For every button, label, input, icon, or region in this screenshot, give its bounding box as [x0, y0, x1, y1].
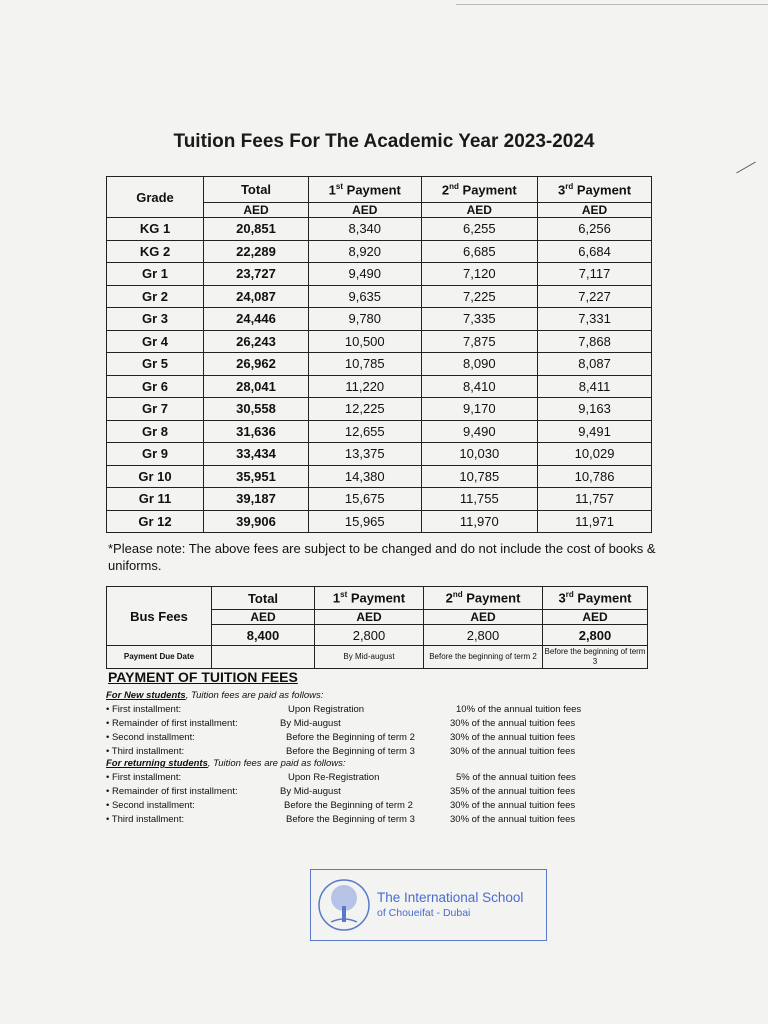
fees-body	[107, 218, 652, 533]
payment-3-cell: 11,971	[538, 510, 652, 533]
payment-2-cell: 8,090	[421, 353, 538, 376]
installment-amount: 10% of the annual tuition fees	[456, 703, 582, 715]
installment-amount: 30% of the annual tuition fees	[450, 745, 576, 757]
grade-cell: Gr 4	[107, 330, 204, 353]
list-item	[106, 703, 606, 717]
total-cell: 35,951	[204, 465, 309, 488]
payment-3-cell: 9,491	[538, 420, 652, 443]
bus-total: 8,400	[212, 625, 315, 646]
installment-name: • Third installment:	[106, 745, 185, 757]
unit-total: AED	[204, 203, 309, 218]
table-row	[107, 465, 652, 488]
installment-when: By Mid-august	[280, 717, 341, 729]
header-total: Total	[204, 177, 309, 203]
returning-students-intro	[106, 757, 606, 771]
bus-header-total: Total	[212, 587, 315, 610]
payment-3-cell: 8,411	[538, 375, 652, 398]
new-students-plan	[106, 689, 606, 759]
bus-unit-payment-3: AED	[543, 610, 648, 625]
installment-amount: 30% of the annual tuition fees	[450, 717, 576, 729]
bus-header-payment-3: 3rd Payment	[543, 587, 648, 610]
unit-payment-1: AED	[309, 203, 422, 218]
payment-1-cell: 13,375	[309, 443, 422, 466]
payment-1-cell: 9,490	[309, 263, 422, 286]
list-item	[106, 813, 606, 827]
bus-header-payment-2: 2nd Payment	[424, 587, 543, 610]
installment-when: By Mid-august	[280, 785, 341, 797]
tuition-fees-table	[106, 176, 652, 533]
total-cell: 23,727	[204, 263, 309, 286]
total-cell: 39,906	[204, 510, 309, 533]
payment-2-cell: 7,120	[421, 263, 538, 286]
stamp-location: of Choueifat - Dubai	[377, 907, 471, 919]
list-item	[106, 785, 606, 799]
total-cell: 31,636	[204, 420, 309, 443]
header-payment-3: 3rd Payment	[538, 177, 652, 203]
installment-name: • Remainder of first installment:	[106, 785, 238, 797]
payment-1-cell: 14,380	[309, 465, 422, 488]
grade-cell: Gr 7	[107, 398, 204, 421]
payment-2-cell: 11,970	[421, 510, 538, 533]
payment-2-cell: 6,685	[421, 240, 538, 263]
payment-2-cell: 6,255	[421, 218, 538, 241]
table-row	[107, 330, 652, 353]
total-cell: 28,041	[204, 375, 309, 398]
total-cell: 20,851	[204, 218, 309, 241]
bus-unit-payment-2: AED	[424, 610, 543, 625]
payment-1-cell: 12,655	[309, 420, 422, 443]
payment-1-cell: 15,965	[309, 510, 422, 533]
payment-3-cell: 6,684	[538, 240, 652, 263]
installment-when: Before the Beginning of term 3	[286, 813, 415, 825]
stamp-school-name: The International School	[377, 890, 524, 905]
bus-payment-1: 2,800	[315, 625, 424, 646]
list-item	[106, 717, 606, 731]
payment-2-cell: 8,410	[421, 375, 538, 398]
bus-fees-label: Bus Fees	[107, 587, 212, 646]
installment-when: Before the Beginning of term 3	[286, 745, 415, 757]
payment-2-cell: 7,875	[421, 330, 538, 353]
table-row	[107, 443, 652, 466]
payment-2-cell: 9,170	[421, 398, 538, 421]
installment-when: Upon Registration	[288, 703, 365, 715]
grade-cell: Gr 2	[107, 285, 204, 308]
installment-amount: 35% of the annual tuition fees	[450, 785, 576, 797]
installment-name: • First installment:	[106, 703, 182, 715]
header-payment-2: 2nd Payment	[421, 177, 538, 203]
total-cell: 26,243	[204, 330, 309, 353]
list-item	[106, 731, 606, 745]
payment-1-cell: 12,225	[309, 398, 422, 421]
bus-due-payment-1: By Mid-august	[315, 646, 424, 669]
table-row	[107, 375, 652, 398]
bus-due-payment-2: Before the beginning of term 2	[424, 646, 543, 669]
grade-cell: Gr 8	[107, 420, 204, 443]
payment-1-cell: 11,220	[309, 375, 422, 398]
bus-header-payment-1: 1st Payment	[315, 587, 424, 610]
payment-3-cell: 7,227	[538, 285, 652, 308]
installment-name: • Second installment:	[106, 799, 195, 811]
list-item	[106, 771, 606, 785]
payment-2-cell: 9,490	[421, 420, 538, 443]
total-cell: 33,434	[204, 443, 309, 466]
installment-amount: 30% of the annual tuition fees	[450, 813, 576, 825]
payment-2-cell: 11,755	[421, 488, 538, 511]
payment-2-cell: 10,030	[421, 443, 538, 466]
grade-cell: Gr 6	[107, 375, 204, 398]
returning-students-plan	[106, 757, 606, 827]
new-students-intro	[106, 689, 606, 703]
grade-cell: KG 1	[107, 218, 204, 241]
fees-note: *Please note: The above fees are subject to be changed and do not include the cost of books & uniforms.	[108, 541, 656, 573]
pen-mark	[736, 162, 756, 174]
page-title: Tuition Fees For The Academic Year 2023-2024	[173, 131, 595, 152]
installment-name: • First installment:	[106, 771, 182, 783]
payment-3-cell: 9,163	[538, 398, 652, 421]
payment-3-cell: 10,786	[538, 465, 652, 488]
total-cell: 24,446	[204, 308, 309, 331]
payment-1-cell: 9,635	[309, 285, 422, 308]
payment-1-cell: 15,675	[309, 488, 422, 511]
bus-header-row	[107, 587, 648, 610]
returning-students-items	[106, 771, 606, 827]
grade-cell: Gr 9	[107, 443, 204, 466]
payment-3-cell: 7,868	[538, 330, 652, 353]
table-row	[107, 353, 652, 376]
table-row	[107, 240, 652, 263]
payment-3-cell: 6,256	[538, 218, 652, 241]
installment-amount: 30% of the annual tuition fees	[450, 731, 576, 743]
table-row	[107, 510, 652, 533]
installment-when: Before the Beginning of term 2	[286, 731, 415, 743]
table-row	[107, 398, 652, 421]
total-cell: 24,087	[204, 285, 309, 308]
total-cell: 26,962	[204, 353, 309, 376]
new-students-items	[106, 703, 606, 759]
new-students-label: For New students	[106, 690, 186, 701]
payment-3-cell: 7,331	[538, 308, 652, 331]
bus-payment-2: 2,800	[424, 625, 543, 646]
installment-amount: 30% of the annual tuition fees	[450, 799, 576, 811]
header-grade: Grade	[107, 177, 204, 218]
grade-cell: KG 2	[107, 240, 204, 263]
new-students-intro-rest: , Tuition fees are paid as follows:	[185, 690, 324, 701]
grade-cell: Gr 10	[107, 465, 204, 488]
installment-when: Upon Re-Registration	[288, 771, 380, 783]
tree-logo-icon	[317, 878, 371, 932]
table-row	[107, 263, 652, 286]
installment-name: • Remainder of first installment:	[106, 717, 238, 729]
table-row	[107, 308, 652, 331]
payment-2-cell: 10,785	[421, 465, 538, 488]
table-row	[107, 218, 652, 241]
installment-name: • Second installment:	[106, 731, 195, 743]
grade-cell: Gr 1	[107, 263, 204, 286]
bus-unit-total: AED	[212, 610, 315, 625]
payment-3-cell: 11,757	[538, 488, 652, 511]
bus-fees-table	[106, 586, 648, 669]
fees-header-row	[107, 177, 652, 203]
table-row	[107, 420, 652, 443]
returning-students-label: For returning students	[106, 758, 208, 769]
list-item	[106, 799, 606, 813]
returning-students-intro-rest: , Tuition fees are paid as follows:	[207, 758, 346, 769]
payment-1-cell: 10,785	[309, 353, 422, 376]
grade-cell: Gr 3	[107, 308, 204, 331]
total-cell: 30,558	[204, 398, 309, 421]
grade-cell: Gr 12	[107, 510, 204, 533]
header-payment-1: 1st Payment	[309, 177, 422, 203]
unit-payment-3: AED	[538, 203, 652, 218]
installment-name: • Third installment:	[106, 813, 185, 825]
payment-2-cell: 7,335	[421, 308, 538, 331]
payment-3-cell: 7,117	[538, 263, 652, 286]
payment-3-cell: 8,087	[538, 353, 652, 376]
bus-due-label: Payment Due Date	[107, 646, 212, 669]
grade-cell: Gr 5	[107, 353, 204, 376]
payment-1-cell: 8,920	[309, 240, 422, 263]
payment-1-cell: 8,340	[309, 218, 422, 241]
installment-when: Before the Beginning of term 2	[284, 799, 413, 811]
bus-unit-payment-1: AED	[315, 610, 424, 625]
installment-amount: 5% of the annual tuition fees	[456, 771, 576, 783]
bus-due-blank	[212, 646, 315, 669]
bus-due-payment-3: Before the beginning of term 3	[543, 646, 648, 669]
table-row	[107, 285, 652, 308]
total-cell: 22,289	[204, 240, 309, 263]
unit-payment-2: AED	[421, 203, 538, 218]
payment-section-title: PAYMENT OF TUITION FEES	[108, 669, 298, 685]
school-stamp	[310, 869, 547, 941]
grade-cell: Gr 11	[107, 488, 204, 511]
payment-1-cell: 9,780	[309, 308, 422, 331]
payment-2-cell: 7,225	[421, 285, 538, 308]
total-cell: 39,187	[204, 488, 309, 511]
scan-edge-line	[456, 4, 768, 5]
payment-3-cell: 10,029	[538, 443, 652, 466]
bus-due-row	[107, 646, 648, 669]
payment-1-cell: 10,500	[309, 330, 422, 353]
table-row	[107, 488, 652, 511]
bus-payment-3: 2,800	[543, 625, 648, 646]
